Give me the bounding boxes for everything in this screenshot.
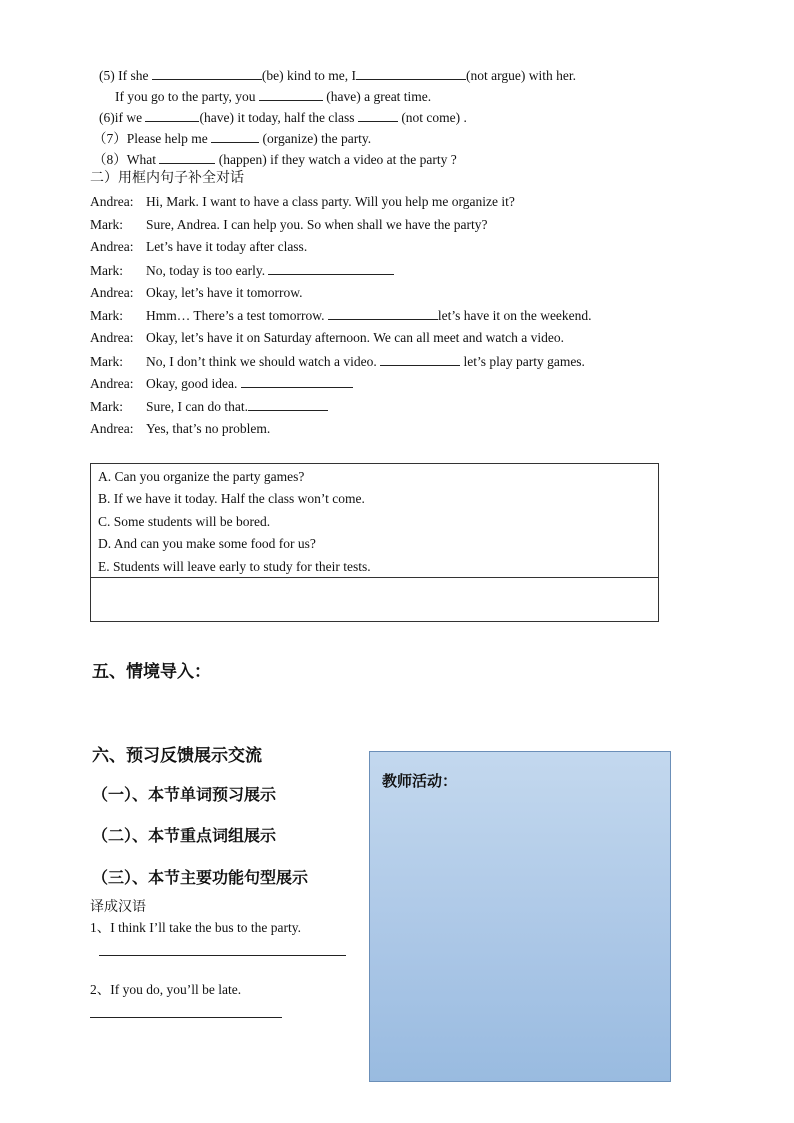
line-text: Hmm… There’s a test tomorrow. bbox=[146, 308, 328, 323]
line-text: Sure, I can do that. bbox=[146, 399, 248, 414]
answer-blank[interactable] bbox=[380, 352, 460, 366]
options-box bbox=[90, 463, 659, 622]
dialogue-line bbox=[90, 261, 394, 280]
dialogue-line bbox=[90, 216, 488, 234]
answer-blank[interactable] bbox=[358, 108, 398, 122]
answer-blank[interactable] bbox=[159, 150, 215, 164]
subsection-1: （一）、本节单词预习展示 bbox=[92, 785, 277, 804]
speaker: Andrea: bbox=[90, 330, 134, 345]
line-text-2: let’s have it on the weekend. bbox=[437, 308, 592, 323]
option-e: E. Students will leave early to study for their tests. bbox=[98, 559, 371, 574]
translate-item-1: 1、I think I’ll take the bus to the party. bbox=[90, 920, 301, 935]
answer-line[interactable] bbox=[99, 955, 346, 956]
line-text: Okay, let’s have it tomorrow. bbox=[146, 285, 303, 300]
answer-blank[interactable] bbox=[328, 306, 438, 320]
answer-blank[interactable] bbox=[211, 129, 259, 143]
answer-blank[interactable] bbox=[356, 66, 466, 80]
option-d: D. And can you make some food for us? bbox=[98, 536, 316, 551]
speaker: Andrea: bbox=[90, 239, 134, 254]
dialogue-line bbox=[90, 284, 302, 302]
line-text: No, I don’t think we should watch a video. bbox=[146, 354, 381, 369]
answer-blank[interactable] bbox=[145, 108, 199, 122]
dialogue-line bbox=[90, 238, 307, 256]
line-text: Hi, Mark. I want to have a class party. Will you help me organize it? bbox=[146, 194, 515, 209]
answer-blank[interactable] bbox=[259, 87, 323, 101]
speaker: Mark: bbox=[90, 263, 123, 278]
question-8: （8）What (happen) if they watch a video at the party ? bbox=[93, 152, 457, 167]
speaker: Andrea: bbox=[90, 421, 134, 436]
answer-line[interactable] bbox=[90, 1017, 282, 1018]
teacher-activity-label: 教师活动： bbox=[382, 772, 458, 790]
answer-blank[interactable] bbox=[268, 261, 394, 275]
line-text: Okay, let’s have it on Saturday afternoon. We can all meet and watch a video. bbox=[146, 330, 565, 345]
line-text: Sure, Andrea. I can help you. So when shall we have the party? bbox=[146, 217, 488, 232]
box-divider bbox=[91, 577, 658, 578]
dialogue-line bbox=[90, 420, 270, 438]
option-a: A. Can you organize the party games? bbox=[98, 469, 305, 484]
line-text: Yes, that’s no problem. bbox=[146, 421, 271, 436]
dialogue-line bbox=[90, 193, 515, 211]
section-6-title: 六、预习反馈展示交流 bbox=[92, 746, 262, 766]
speaker: Andrea: bbox=[90, 285, 134, 300]
speaker: Mark: bbox=[90, 399, 123, 414]
part2-title: 二）用框内句子补全对话 bbox=[90, 170, 244, 186]
translate-item-2: 2、If you do, you’ll be late. bbox=[90, 982, 242, 997]
speaker: Mark: bbox=[90, 354, 123, 369]
answer-blank[interactable] bbox=[241, 374, 353, 388]
question-7: （7）Please help me (organize) the party. bbox=[93, 131, 372, 146]
subsection-3: （三）、本节主要功能句型展示 bbox=[92, 868, 309, 887]
dialogue-line bbox=[90, 306, 592, 325]
question-5-continuation: If you go to the party, you (have) a great time. bbox=[115, 89, 432, 104]
section-5-title: 五、情境导入： bbox=[92, 662, 211, 682]
teacher-activity-box bbox=[369, 751, 671, 1082]
answer-blank[interactable] bbox=[152, 66, 262, 80]
option-b: B. If we have it today. Half the class won’t come. bbox=[98, 491, 365, 506]
dialogue-line bbox=[90, 352, 585, 371]
dialogue-line bbox=[90, 397, 328, 416]
translate-title: 译成汉语 bbox=[90, 899, 146, 915]
answer-blank[interactable] bbox=[248, 397, 328, 411]
line-text: No, today is too early. bbox=[146, 263, 269, 278]
speaker: Mark: bbox=[90, 217, 123, 232]
line-text-2: let’s play party games. bbox=[460, 354, 585, 369]
question-5: (5) If she (be) kind to me, I (not argue) with her. bbox=[99, 68, 576, 83]
speaker: Andrea: bbox=[90, 194, 134, 209]
option-c: C. Some students will be bored. bbox=[98, 514, 271, 529]
speaker: Andrea: bbox=[90, 376, 134, 391]
question-6: (6)if we (have) it today, half the class (not come) . bbox=[99, 110, 467, 125]
subsection-2: （二）、本节重点词组展示 bbox=[92, 826, 277, 845]
line-text: Let’s have it today after class. bbox=[146, 239, 308, 254]
dialogue-line bbox=[90, 374, 353, 393]
dialogue-line bbox=[90, 329, 564, 347]
speaker: Mark: bbox=[90, 308, 123, 323]
line-text: Okay, good idea. bbox=[146, 376, 241, 391]
